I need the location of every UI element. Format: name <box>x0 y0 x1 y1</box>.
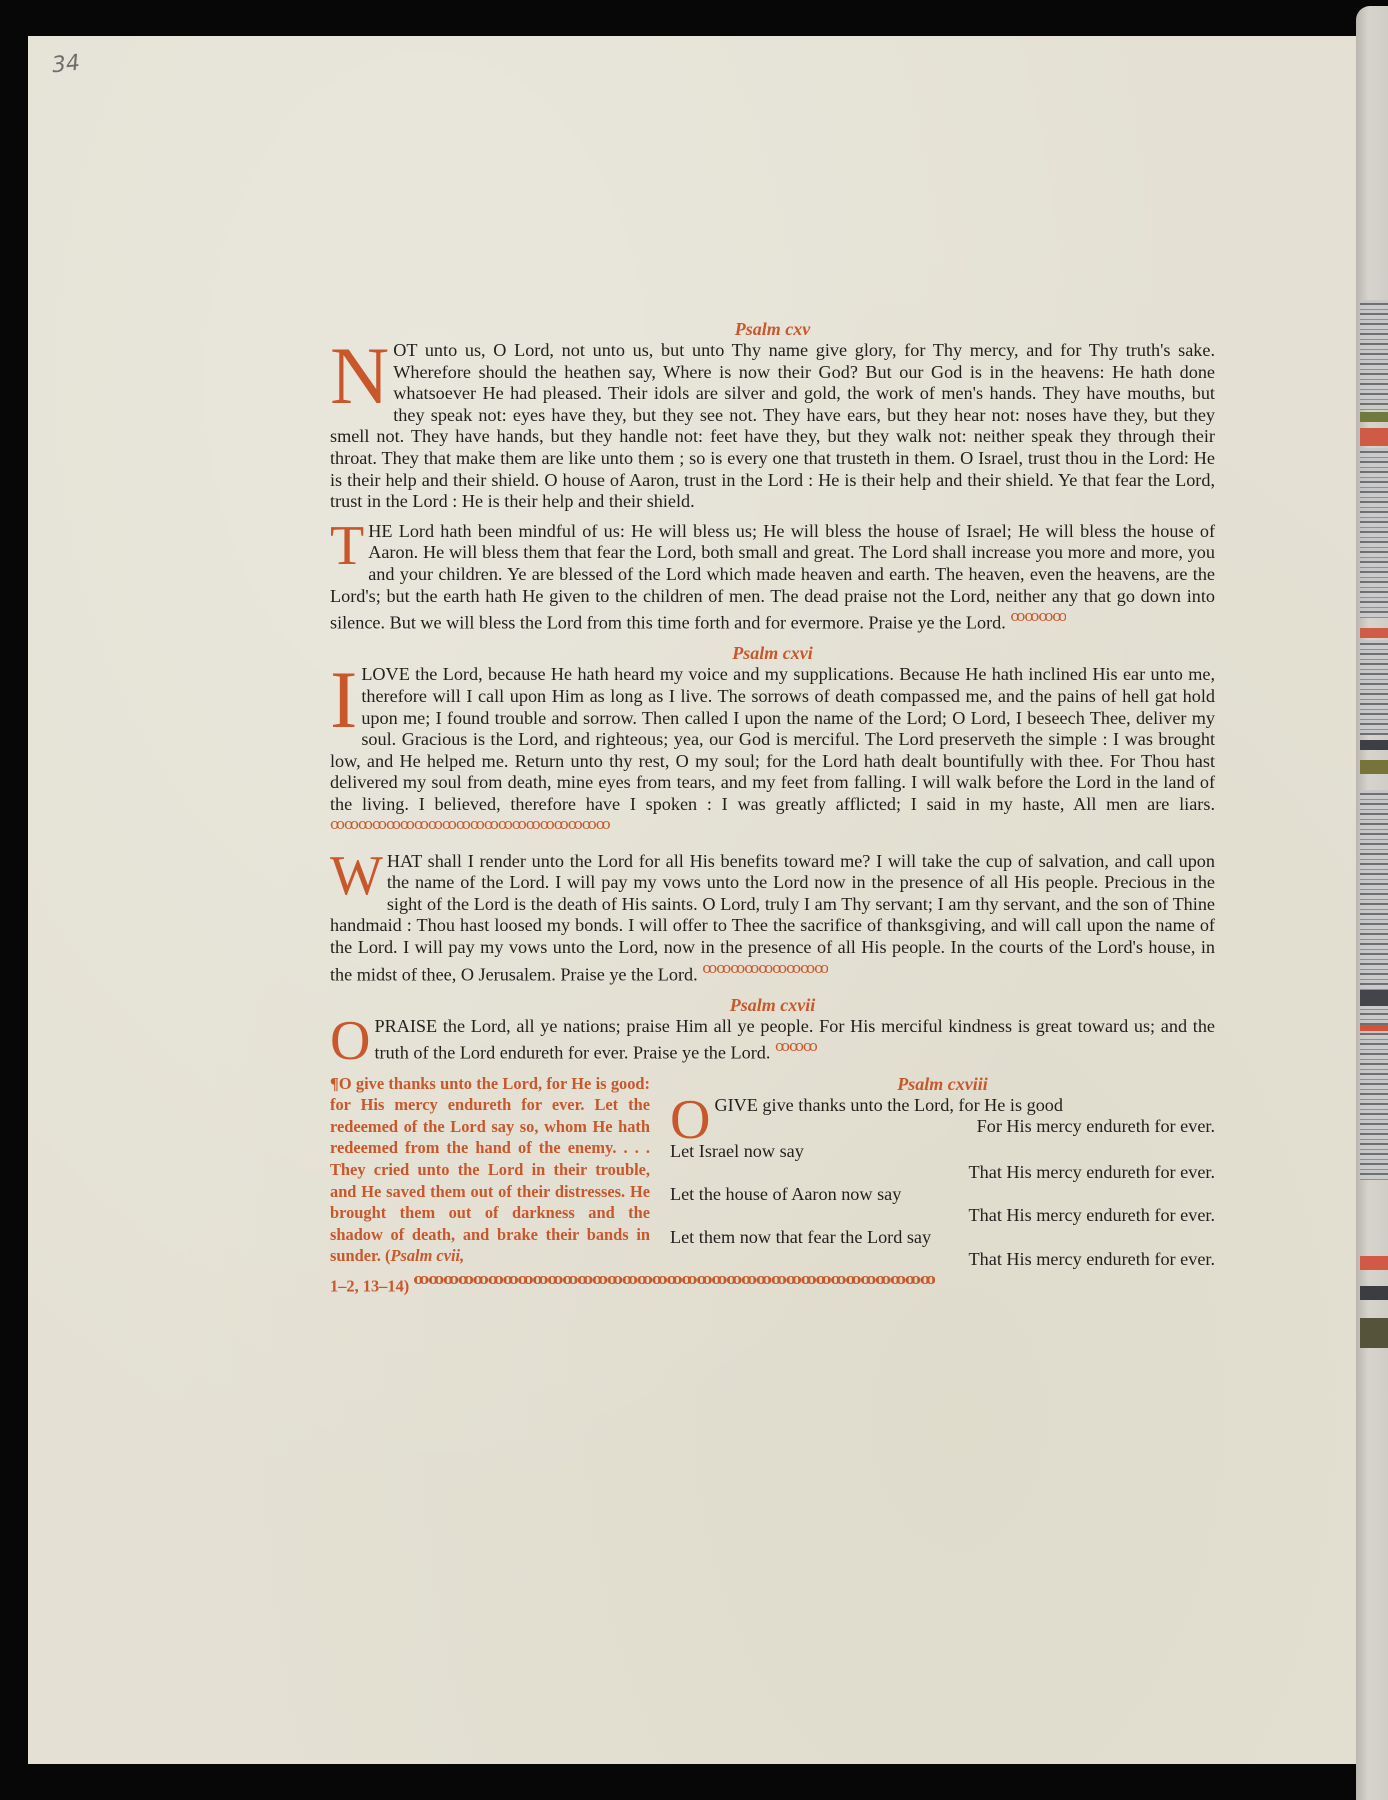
psalm-116-heading: Psalm cxvi <box>732 643 813 664</box>
drop-cap-t: T <box>330 514 365 577</box>
adjacent-page-dark-band <box>1360 1286 1388 1300</box>
adjacent-page-text-strip <box>1360 448 1388 618</box>
psalm-116-paragraph-1 <box>330 654 1215 842</box>
line-filler-ornament: ꝏꝏꝏꝏꝏꝏꝏꝏꝏ <box>702 960 829 977</box>
psalm-115-paragraph-2 <box>330 514 1215 635</box>
drop-cap-o: O <box>670 1088 711 1151</box>
call-line: Let the house of Aaron now say <box>670 1183 902 1204</box>
paragraph-text: OT unto us, O Lord, not unto us, but unto Thy name give glory, for Thy mercy, and for Thy truth's sake. Wherefore should the heathen say, Where is now their God? But our God is in the heavens: He hath done whatsoever He had pleased. Their idols are silver and gold, the work of men's hands. They have mouths, but they speak not: eyes have they, but they see not. They have ears, but they hear not: noses have they, but they smell not. They have hands, but they handle not: feet have they, but they walk not: neither speak they through their throat. They that make them are like unto them ; so is every one that trusteth in them. O Israel, trust thou in the Lord: He is their help and their shield. O house of Aaron, trust in the Lord : He is their help and their shield. Ye that fear the Lord, trust in the Lord : He is their help and their shield. <box>330 340 1215 512</box>
psalm-115-paragraph-1 <box>330 330 1215 513</box>
side-note-text: O give thanks unto the Lord, for He is good: for His mercy endureth for ever. Let the redeemed of the Lord say so, whom He hath redeemed from the hand of the enemy. . . . They cried unto the Lord in their trouble, and He saved them out of their distresses. He brought them out of darkness and the shadow of death, and brake their bands in sunder. ( <box>330 1073 650 1266</box>
psalm-118-verse <box>670 1141 1215 1184</box>
paragraph-text: HAT shall I render unto the Lord for all His benefits toward me? I will take the cup of salvation, and call upon the name of the Lord. I will pay my vows unto the Lord now in the presence of all His people. Precious in the sight of the Lord is the death of His saints. O Lord, truly I am Thy servant; I am thy servant, and the son of Thine handmaid : Thou hast loosed my bonds. I will offer to Thee the sacrifice of thanksgiving, and will call upon the name of the Lord. I will pay my vows unto the Lord, now in the presence of all His people. In the courts of the Lord's house, in the midst of thee, O Jerusalem. Praise ye the Lord. <box>330 850 1215 985</box>
paragraph-text: LOVE the Lord, because He hath heard my voice and my supplications. Because He hath inclined His ear unto me, therefore will I call upon Him as long as I live. The sorrows of death compassed me, and the pains of hell gat hold upon me; I found trouble and sorrow. Then called I upon the name of the Lord; O Lord, I beseech Thee, deliver my soul. Gracious is the Lord, and righteous; yea, our God is merciful. The Lord preserveth the simple : I was brought low, and He helped me. Return unto thy rest, O my soul; for the Lord hath dealt bountifully with thee. For Thou hast delivered my soul from death, mine eyes from tears, and my feet from falling. I will walk before the Lord in the land of the living. I believed, therefore have I spoken : I was greatly afflicted; I said in my haste, All men are liars. <box>330 664 1215 814</box>
call-line: Let Israel now say <box>670 1140 804 1161</box>
psalm-116-paragraph-2 <box>330 844 1215 986</box>
adjacent-page-dark-band <box>1360 990 1388 1006</box>
adjacent-page-red-band <box>1360 428 1388 446</box>
paragraph-text: HE Lord hath been mindful of us: He will bless us; He will bless the house of Israel; He will bless the house of Aaron. He will bless them that fear the Lord, both small and great. The Lord shall increase you more and more, you and your children. Ye are blessed of the Lord which made heaven and earth. The heaven, even the heavens, are the Lord's; but the earth hath He given to the children of men. The dead praise not the Lord, neither any that go down into silence. But we will bless the Lord from this time forth and for evermore. Praise ye the Lord. <box>330 520 1215 633</box>
line-filler-ornament: ꝏꝏꝏꝏ <box>1010 609 1067 626</box>
psalm-117-paragraph <box>330 1009 1215 1072</box>
closing-line <box>330 1270 1215 1297</box>
psalm-118-column <box>670 1073 1215 1271</box>
closing-ornament-band: ꝏꝏꝏꝏꝏꝏꝏꝏꝏꝏꝏꝏꝏꝏꝏꝏꝏꝏꝏꝏꝏꝏꝏꝏꝏꝏꝏꝏꝏꝏꝏꝏꝏꝏꝏ <box>413 1272 935 1289</box>
call-line: Let them now that fear the Lord say <box>670 1226 932 1247</box>
response-line: That His mercy endureth for ever. <box>968 1162 1215 1183</box>
adjacent-page-text-strip <box>1360 300 1388 410</box>
text-block <box>330 318 1215 1297</box>
adjacent-page-dark-band <box>1360 740 1388 750</box>
adjacent-page-red-band <box>1360 1256 1388 1270</box>
response-line: That His mercy endureth for ever. <box>968 1205 1215 1226</box>
adjacent-page-text-strip <box>1360 640 1388 735</box>
drop-cap-n: N <box>330 330 390 421</box>
citation-rest: 1–2, 13–14) <box>330 1276 410 1296</box>
drop-cap-w: W <box>330 844 383 907</box>
paragraph-text: PRAISE the Lord, all ye nations; praise Him all ye people. For His merciful kindness is great toward us; and the truth of the Lord endureth for ever. Praise ye the Lord. <box>374 1015 1215 1063</box>
line-filler-ornament: ꝏꝏꝏꝏꝏꝏꝏꝏꝏꝏꝏꝏꝏꝏꝏꝏꝏꝏꝏꝏ <box>330 817 610 834</box>
pilcrow-mark: ¶ <box>330 1073 339 1093</box>
psalm-118-verse <box>670 1227 1215 1270</box>
call-line: GIVE give thanks unto the Lord, for He is good <box>714 1094 1063 1115</box>
psalm-107-side-note <box>330 1073 650 1271</box>
psalm-115-heading: Psalm cxv <box>734 319 811 339</box>
adjacent-page-red-band <box>1360 1025 1388 1031</box>
adjacent-page-text-strip <box>1360 790 1388 1180</box>
adjacent-page-olive-band <box>1360 1318 1388 1348</box>
psalm-118-heading: Psalm cxviii <box>897 1073 988 1094</box>
response-line: For His mercy endureth for ever. <box>976 1116 1215 1137</box>
psalm-117-heading: Psalm cxvii <box>729 994 816 1015</box>
handwritten-page-number: 34 <box>50 50 82 79</box>
response-line: That His mercy endureth for ever. <box>968 1248 1215 1269</box>
adjacent-page-olive-band <box>1360 412 1388 422</box>
two-column-section <box>330 1073 1215 1271</box>
adjacent-page-red-band <box>1360 628 1388 638</box>
psalm-118-verse <box>670 1184 1215 1227</box>
citation-italic: Psalm cvii, <box>390 1246 465 1266</box>
line-filler-ornament: ꝏꝏꝏ <box>774 1039 817 1056</box>
drop-cap-i: I <box>330 654 358 746</box>
adjacent-page-olive-band <box>1360 760 1388 774</box>
drop-cap-o: O <box>330 1009 371 1072</box>
